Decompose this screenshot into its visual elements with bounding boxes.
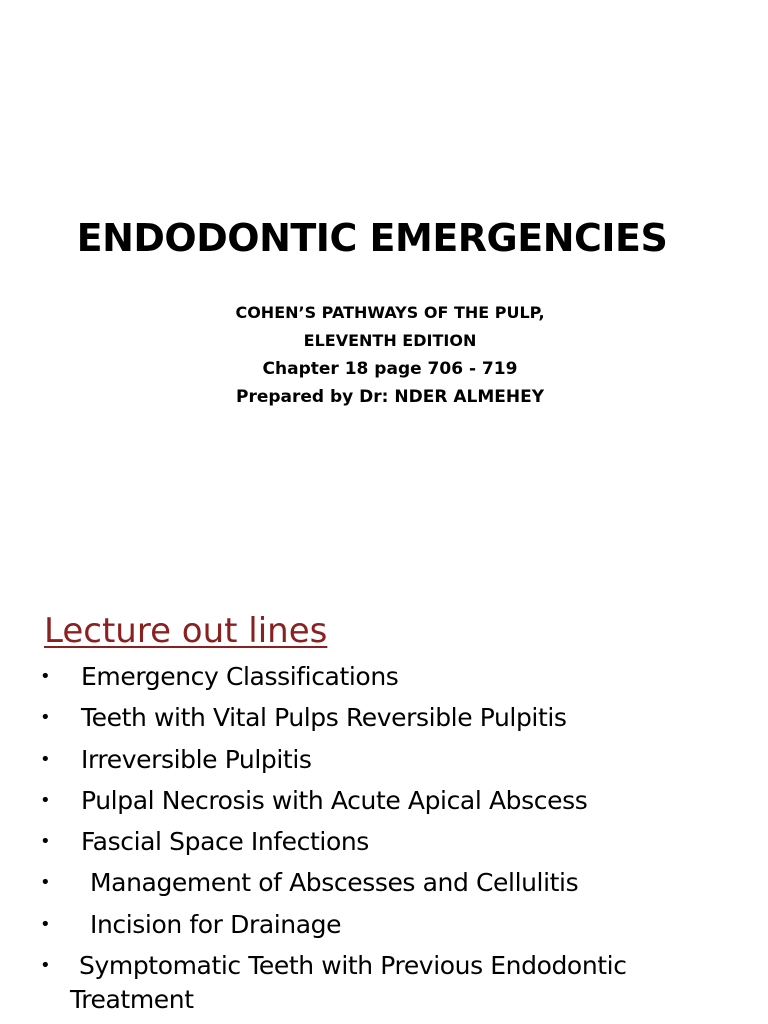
list-item-text: Incision for Drainage bbox=[90, 909, 342, 939]
list-item bbox=[40, 739, 760, 780]
list-item-text bbox=[70, 949, 729, 1017]
bullet-icon: • bbox=[40, 789, 51, 811]
list-item bbox=[40, 821, 760, 862]
bullet-icon: • bbox=[40, 913, 51, 935]
outline-list bbox=[40, 656, 760, 1019]
bullet-icon: • bbox=[40, 955, 51, 977]
subtitle-line-edition: ELEVENTH EDITION bbox=[303, 331, 477, 350]
list-item bbox=[40, 656, 760, 697]
list-item-text: Irreversible Pulpitis bbox=[81, 744, 312, 774]
list-item bbox=[40, 697, 760, 738]
list-item-text: Pulpal Necrosis with Acute Apical Abscess bbox=[81, 785, 588, 815]
list-item bbox=[40, 904, 760, 945]
list-item-text: Teeth with Vital Pulps Reversible Pulpitis bbox=[81, 703, 567, 733]
slide-subtitle bbox=[6, 299, 768, 411]
outline-slide bbox=[0, 590, 768, 1024]
list-item bbox=[40, 780, 760, 821]
outline-heading: Lecture out lines bbox=[44, 611, 328, 651]
list-item-text-line-1: Symptomatic Teeth with Previous Endodontic bbox=[79, 951, 627, 981]
subtitle-line-book: COHEN’S PATHWAYS OF THE PULP, bbox=[235, 303, 545, 322]
bullet-icon: • bbox=[40, 666, 51, 687]
subtitle-line-author: Prepared by Dr: NDER ALMEHEY bbox=[235, 387, 545, 407]
bullet-icon: • bbox=[40, 872, 51, 894]
slide-title: ENDODONTIC EMERGENCIES bbox=[76, 216, 668, 260]
list-item bbox=[40, 862, 760, 903]
subtitle-line-chapter: Chapter 18 page 706 - 719 bbox=[262, 359, 518, 379]
bullet-icon: • bbox=[40, 748, 51, 770]
list-item-text-line-2: Treatment bbox=[70, 985, 194, 1015]
list-item-text: Fascial Space Infections bbox=[81, 827, 369, 857]
list-item-text: Emergency Classifications bbox=[81, 662, 399, 691]
list-item bbox=[40, 945, 760, 1019]
list-item-text: Management of Abscesses and Cellulitis bbox=[90, 868, 579, 898]
bullet-icon: • bbox=[40, 831, 51, 853]
bullet-icon: • bbox=[40, 707, 51, 729]
